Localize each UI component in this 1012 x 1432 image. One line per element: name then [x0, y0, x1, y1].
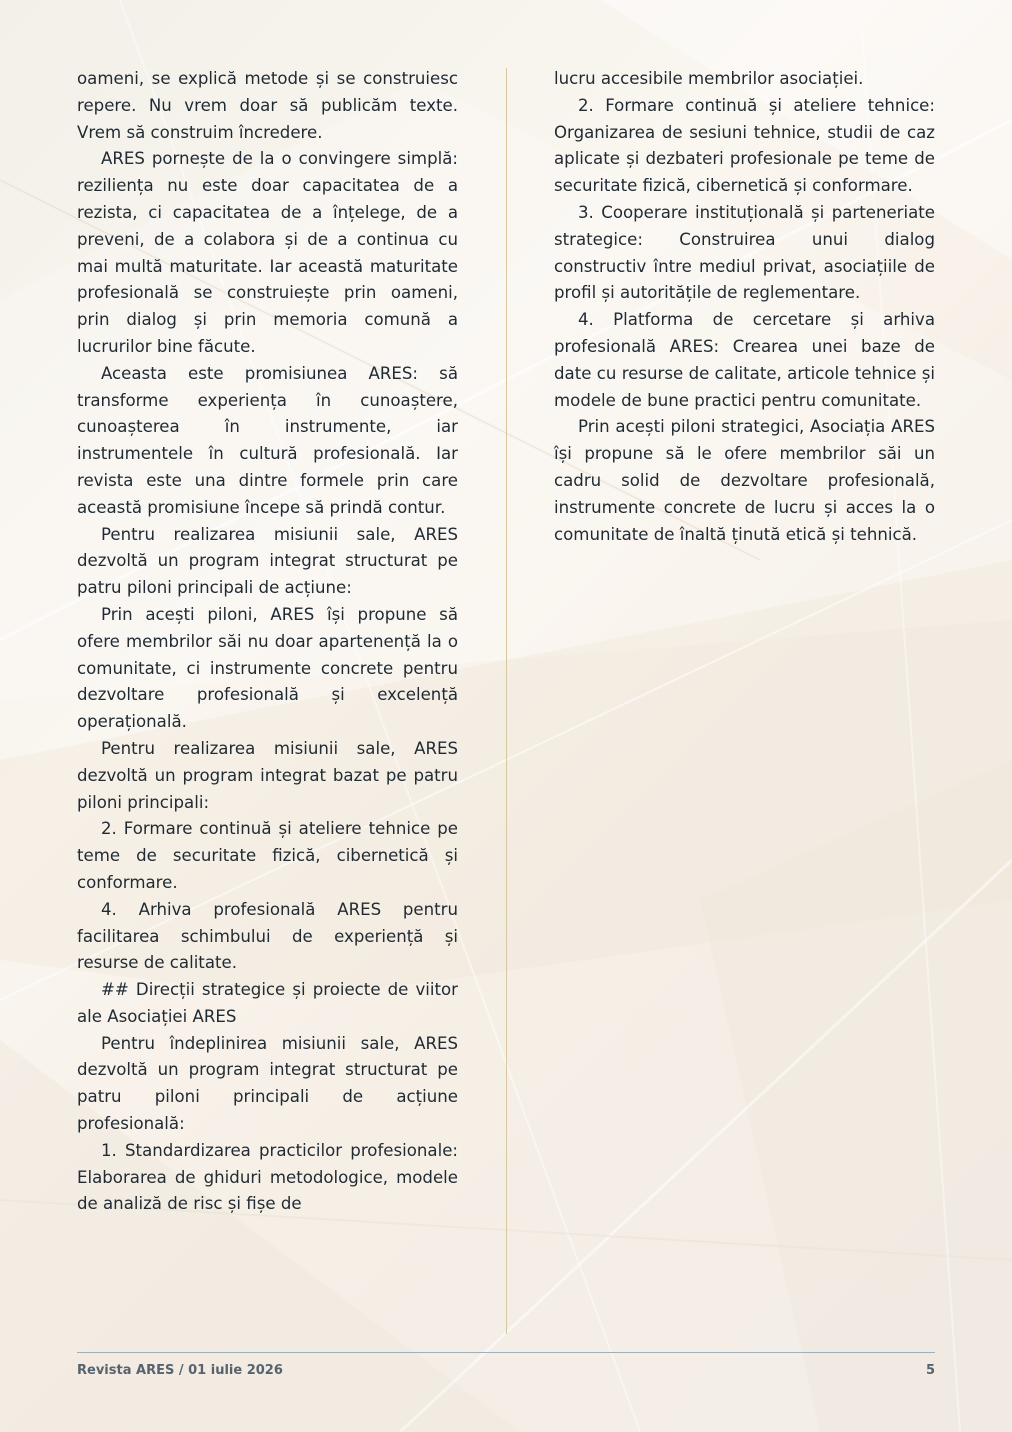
paragraph: Pentru realizarea misiunii sale, ARES dezvoltă un program integrat bazat pe patru piloni principali: [77, 738, 458, 812]
section-heading: ## Direcții strategice și proiecte de viitor ale Asociației ARES [77, 980, 458, 1026]
left-text-column [77, 66, 458, 1218]
paragraph: Aceasta este promisiunea ARES: să transforme experiența în cunoaștere, cunoașterea în instrumente, iar instrumentele în cultură profesională. Iar revista este una dintre formele prin care această promisiune începe să prindă contur. [77, 363, 458, 517]
list-item: 4. Arhiva profesională ARES pentru facilitarea schimbului de experiență și resurse de calitate. [77, 899, 458, 973]
paragraph: Prin acești piloni strategici, Asociația ARES își propune să le ofere membrilor săi un cadru solid de dezvoltare profesională, instrumente concrete de lucru și acces la o comunitate de înaltă ținută etică și tehnică. [554, 417, 935, 544]
page-number: 5 [925, 1363, 935, 1378]
paragraph: lucru accesibile membrilor asociației. [554, 69, 864, 88]
list-item: 3. Cooperare instituțională și parteneriate strategice: Construirea unui dialog constructiv între mediul privat, asociațiile de profil și autoritățile de reglementare. [554, 202, 935, 303]
paragraph: oameni, se explică metode și se construiesc repere. Nu vrem doar să publicăm texte. Vrem să construim încredere. [77, 69, 458, 142]
footer-publication: Revista ARES / 01 iulie 2026 [77, 1363, 283, 1378]
column-divider [506, 68, 507, 1334]
right-text-column [554, 66, 935, 548]
footer-divider [77, 1352, 935, 1353]
paragraph: ARES pornește de la o convingere simplă: reziliența nu este doar capacitatea de a rezista, ci capacitatea de a înțelege, de a preveni, de a colabora și de a continua cu mai multă maturitate. Iar această maturitate profesională se construiește prin oameni, prin dialog și prin memoria comună a lucrurilor bine făcute. [77, 149, 458, 356]
list-item: 2. Formare continuă și ateliere tehnice pe teme de securitate fizică, cibernetică și conformare. [77, 819, 458, 892]
paragraph: Pentru îndeplinirea misiunii sale, ARES dezvoltă un program integrat structurat pe patru piloni principali de acțiune profesională: [77, 1033, 458, 1134]
paragraph: Prin acești piloni, ARES își propune să ofere membrilor săi nu doar apartenență la o comunitate, ci instrumente concrete pentru dezvoltare profesională și excelență operațională. [77, 604, 458, 732]
list-item: 2. Formare continuă și ateliere tehnice: Organizarea de sesiuni tehnice, studii de caz aplicate și dezbateri profesionale pe teme de securitate fizică, cibernetică și conformare. [554, 95, 935, 196]
list-item: 4. Platforma de cercetare și arhiva profesională ARES: Crearea unei baze de date cu resurse de calitate, articole tehnice și modele de bune practici pentru comunitate. [554, 310, 935, 410]
paragraph: Pentru realizarea misiunii sale, ARES dezvoltă un program integrat structurat pe patru piloni principali de acțiune: [77, 524, 458, 598]
list-item: 1. Standardizarea practicilor profesionale: Elaborarea de ghiduri metodologice, modele de analiză de risc și fișe de [77, 1140, 458, 1214]
